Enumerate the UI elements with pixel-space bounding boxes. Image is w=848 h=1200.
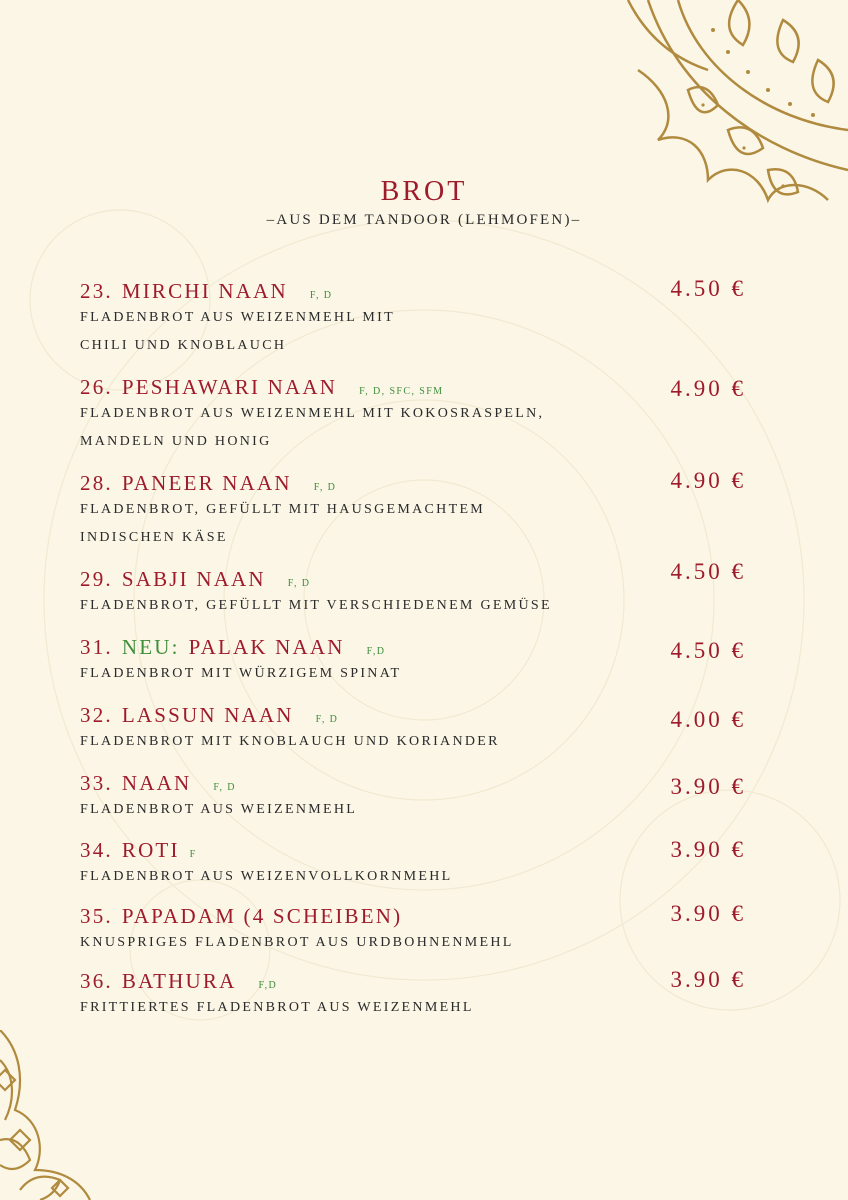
item-description: FLADENBROT AUS WEIZENMEHL <box>80 802 358 817</box>
item-description: FLADENBROT, GEFÜLLT MIT VERSCHIEDENEM GEMÜSE <box>80 598 552 613</box>
item-description: MANDELN UND HONIG <box>80 434 272 449</box>
item-price: 3.90 € <box>670 967 746 992</box>
item-price: 4.90 € <box>670 376 746 401</box>
menu-item <box>80 374 760 456</box>
menu-item <box>80 702 760 756</box>
item-description: INDISCHEN KÄSE <box>80 530 228 545</box>
item-description: FLADENBROT AUS WEIZENVOLLKORNMEHL <box>80 869 453 884</box>
item-name: BATHURA <box>121 969 237 993</box>
menu-item <box>80 278 760 360</box>
item-price: 4.50 € <box>670 638 746 663</box>
item-allergens: F, D <box>213 782 236 793</box>
menu-item <box>80 968 760 1022</box>
item-number: 26. <box>80 375 113 399</box>
item-description: FLADENBROT MIT WÜRZIGEM SPINAT <box>80 666 402 681</box>
item-number: 28. <box>80 471 113 495</box>
menu-item <box>80 470 760 552</box>
item-description: FLADENBROT AUS WEIZENMEHL MIT KOKOSRASPELN, <box>80 406 545 421</box>
corner-ornament-bottom-left <box>0 1030 150 1200</box>
item-price: 3.90 € <box>670 901 746 926</box>
item-number: 31. <box>80 635 113 659</box>
item-number: 23. <box>80 279 113 303</box>
item-name: ROTI <box>121 838 180 862</box>
item-number: 33. <box>80 771 113 795</box>
menu-item <box>80 837 760 891</box>
item-name: NAAN <box>121 771 192 795</box>
section-title: BROT <box>380 176 468 207</box>
item-allergens: F <box>189 849 197 860</box>
item-allergens: F, D <box>287 578 311 589</box>
item-description: KNUSPRIGES FLADENBROT AUS URDBOHNENMEHL <box>80 935 514 950</box>
item-description: FLADENBROT, GEFÜLLT MIT HAUSGEMACHTEM <box>80 502 486 517</box>
item-name: LASSUN NAAN <box>121 703 294 727</box>
item-number: 29. <box>80 567 113 591</box>
item-description: FLADENBROT MIT KNOBLAUCH UND KORIANDER <box>80 734 500 749</box>
item-allergens: F, D <box>315 714 339 725</box>
item-price: 4.50 € <box>670 559 746 584</box>
item-name: PESHAWARI NAAN <box>121 375 338 399</box>
item-price: 3.90 € <box>670 837 746 862</box>
menu-item <box>80 903 760 957</box>
menu-item <box>80 770 760 824</box>
menu-item <box>80 634 760 688</box>
item-number: 32. <box>80 703 113 727</box>
item-price: 4.50 € <box>670 276 746 301</box>
item-description: CHILI UND KNOBLAUCH <box>80 338 287 353</box>
item-number: 36. <box>80 969 113 993</box>
item-name: PAPADAM (4 SCHEIBEN) <box>121 904 403 928</box>
section-subtitle: –AUS DEM TANDOOR (LEHMOFEN)– <box>266 212 582 228</box>
item-name: PALAK NAAN <box>188 635 345 659</box>
item-number: 35. <box>80 904 113 928</box>
item-price: 4.90 € <box>670 468 746 493</box>
item-name: MIRCHI NAAN <box>121 279 288 303</box>
item-allergens: F, D <box>309 290 333 301</box>
item-allergens: F,D <box>258 980 278 991</box>
item-price: 4.00 € <box>670 707 746 732</box>
item-number: 34. <box>80 838 113 862</box>
item-allergens: F, D, SFC, SFM <box>359 386 444 397</box>
item-allergens: F, D <box>313 482 337 493</box>
item-description: FLADENBROT AUS WEIZENMEHL MIT <box>80 310 395 325</box>
item-allergens: F,D <box>366 646 386 657</box>
new-badge: NEU: <box>121 635 180 659</box>
item-name: PANEER NAAN <box>121 471 292 495</box>
item-price: 3.90 € <box>670 774 746 799</box>
item-name: SABJI NAAN <box>121 567 266 591</box>
menu-header <box>0 176 848 230</box>
menu-item <box>80 566 760 620</box>
item-description: FRITTIERTES FLADENBROT AUS WEIZENMEHL <box>80 1000 474 1015</box>
